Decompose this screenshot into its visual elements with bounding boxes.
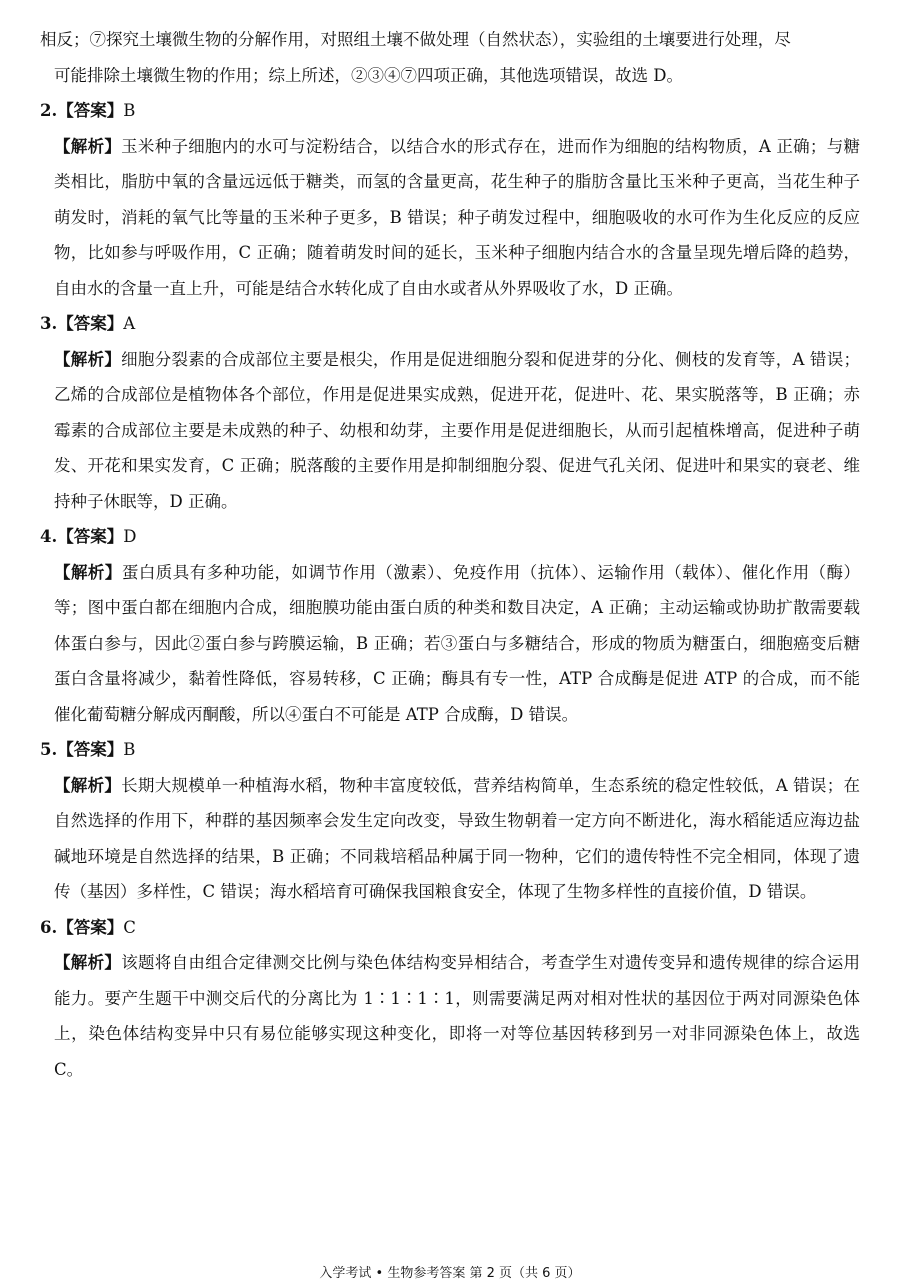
- question-number: 5.: [40, 740, 58, 759]
- answer-tag: 【答案】: [57, 917, 124, 937]
- answer-value: D: [123, 527, 137, 546]
- analysis-tag: 【解析】: [54, 953, 122, 972]
- answer-value: B: [123, 101, 136, 120]
- page-footer: 入学考试 • 生物参考答案 第 2 页（共 6 页）: [319, 1266, 581, 1281]
- question-number: 3.: [40, 314, 58, 333]
- answer-tag: 【答案】: [57, 527, 124, 546]
- answer-tag: 【答案】: [57, 314, 124, 333]
- question-2-analysis: [40, 129, 860, 307]
- answer-tag: 【答案】: [57, 101, 124, 120]
- analysis-text: 长期大规模单一种植海水稻，物种丰富度较低，营养结构简单，生态系统的稳定性较低，A 错误；在自然选择的作用下，种群的基因频率会发生定向改变，导致生物朝着一定方向不断进化，海水稻能适应海边盐碱地环境是自然选择的结果，B 正确；不同栽培稻品种属于同一物种，它们的遗传特性不完全相同，体现了遗传（基因）多样性，C 错误；海水稻培育可确保我国粮食安全，体现了生物多样性的直接价值，D 错误。: [54, 775, 860, 901]
- analysis-text: 细胞分裂素的合成部位主要是根尖，作用是促进细胞分裂和促进芽的分化、侧枝的发育等，A 错误；乙烯的合成部位是植物体各个部位，作用是促进果实成熟，促进开花，促进叶、花、果实脱落等，B 正确；赤霉素的合成部位主要是未成熟的种子、幼根和幼芽，主要作用是促进细胞长，从而引起植株增高，促进种子萌发、开花和果实发育，C 正确；脱落酸的主要作用是抑制细胞分裂、促进气孔关闭、促进叶和果实的衰老、维持种子休眠等，D 正确。: [54, 349, 860, 511]
- question-6-analysis: [40, 945, 860, 1087]
- analysis-tag: 【解析】: [54, 349, 122, 369]
- question-6-answer: [40, 910, 860, 946]
- analysis-text: 玉米种子细胞内的水可与淀粉结合，以结合水的形式存在，进而作为细胞的结构物质，A 正确；与糖类相比，脂肪中氧的含量远远低于糖类，而氢的含量更高，花生种子的脂肪含量比玉米种子更高，当花生种子萌发时，消耗的氧气比等量的玉米种子更多，B 错误；种子萌发过程中，细胞吸收的水可作为生化反应的反应物，比如参与呼吸作用，C 正确；随着萌发时间的延长，玉米种子细胞内结合水的含量呈现先增后降的趋势，自由水的含量一直上升，可能是结合水转化成了自由水或者从外界吸收了水，D 正确。: [54, 136, 860, 298]
- answer-value: A: [123, 314, 136, 333]
- question-number: 2.: [40, 101, 58, 120]
- question-5-answer: [40, 732, 860, 768]
- question-4-answer: [40, 519, 860, 555]
- analysis-tag: 【解析】: [54, 562, 122, 582]
- answer-tag: 【答案】: [57, 740, 124, 759]
- analysis-text: 蛋白质具有多种功能，如调节作用（激素）、免疫作用（抗体）、运输作用（载体）、催化作用（酶）等；图中蛋白都在细胞内合成，细胞膜功能由蛋白质的种类和数目决定，A 正确；主动运输或协助扩散需要载体蛋白参与，因此②蛋白参与跨膜运输，B 正确；若③蛋白与多糖结合，形成的物质为糖蛋白，细胞癌变后糖蛋白含量将减少，黏着性降低，容易转移，C 正确；酶具有专一性，ATP 合成酶是促进 ATP 的合成，而不能催化葡萄糖分解成丙酮酸，所以④蛋白不可能是 ATP 合成酶，D 错误。: [54, 562, 861, 724]
- question-number: 6.: [40, 917, 58, 937]
- analysis-tag: 【解析】: [54, 775, 122, 795]
- answer-value: C: [123, 917, 136, 937]
- intro-line-1: 相反；⑦探究土壤微生物的分解作用，对照组土壤不做处理（自然状态），实验组的土壤要进行处理，尽: [40, 30, 791, 49]
- question-5-analysis: [40, 768, 860, 910]
- question-3-analysis: [40, 342, 860, 520]
- question-3-answer: [40, 306, 860, 342]
- analysis-text: 该题将自由组合定律测交比例与染色体结构变异相结合，考查学生对遗传变异和遗传规律的综合运用能力。要产生题干中测交后代的分离比为 1∶1∶1∶1，则需要满足两对相对性状的基因位于两对同源染色体上，染色体结构变异中只有易位能够实现这种变化，即将一对等位基因转移到另一对非同源染色体上，故选 C。: [54, 953, 861, 1079]
- question-4-analysis: [40, 555, 860, 733]
- analysis-tag: 【解析】: [54, 136, 122, 156]
- intro-line-2: 可能排除土壤微生物的作用；综上所述，②③④⑦四项正确，其他选项错误，故选 D。: [54, 65, 683, 85]
- question-2-answer: [40, 93, 860, 129]
- answer-value: B: [123, 740, 136, 759]
- question-number: 4.: [40, 527, 58, 546]
